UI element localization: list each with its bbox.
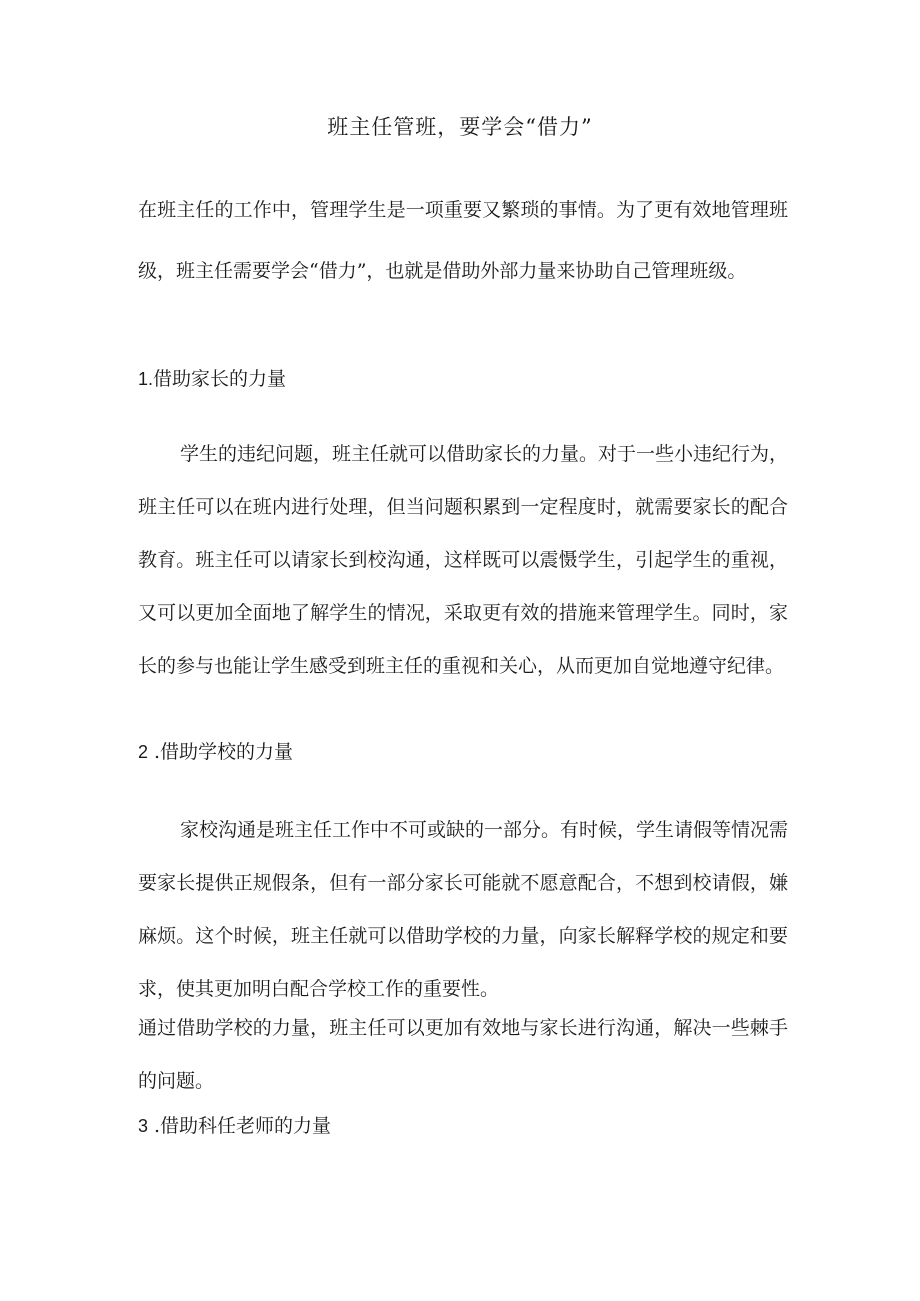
section-3-number: 3 <box>138 1116 149 1136</box>
section-1-title: 借助家长的力量 <box>153 368 287 390</box>
section-2-title: .借助学校的力量 <box>154 741 294 763</box>
section-3-heading <box>138 1111 788 1141</box>
intro-paragraph: 在班主任的工作中，管理学生是一项重要又繁琐的事情。为了更有效地管理班级，班主任需要学会“借力”，也就是借助外部力量来协助自己管理班级。 <box>138 199 788 282</box>
section-2-paragraph-2: 通过借助学校的力量，班主任可以更加有效地与家长进行沟通，解决一些棘手的问题。 <box>138 1017 788 1092</box>
section-2-heading <box>138 737 788 767</box>
section-1-number: 1. <box>138 369 154 389</box>
section-2-number: 2 <box>138 742 149 762</box>
section-1-paragraph: 学生的违纪问题，班主任就可以借助家长的力量。对于一些小违纪行为，班主任可以在班内进行处理，但当问题积累到一定程度时，就需要家长的配合教育。班主任可以请家长到校沟通，这样既可以震慑学生，引起学生的重视，又可以更加全面地了解学生的情况，采取更有效的措施来管理学生。同时，家长的参与也能让学生感受到班主任的重视和关心，从而更加自觉地遵守纪律。 <box>138 443 789 677</box>
section-2-paragraph-1: 家校沟通是班主任工作中不可或缺的一部分。有时候，学生请假等情况需要家长提供正规假条，但有一部分家长可能就不愿意配合，不想到校请假，嫌麻烦。这个时候，班主任就可以借助学校的力量，向家长解释学校的规定和要求，使其更加明白配合学校工作的重要性。 <box>138 819 789 1000</box>
section-3-title: .借助科任老师的力量 <box>154 1115 332 1137</box>
document-title: 班主任管班，要学会“借力” <box>327 115 593 139</box>
section-1-heading <box>138 364 788 394</box>
